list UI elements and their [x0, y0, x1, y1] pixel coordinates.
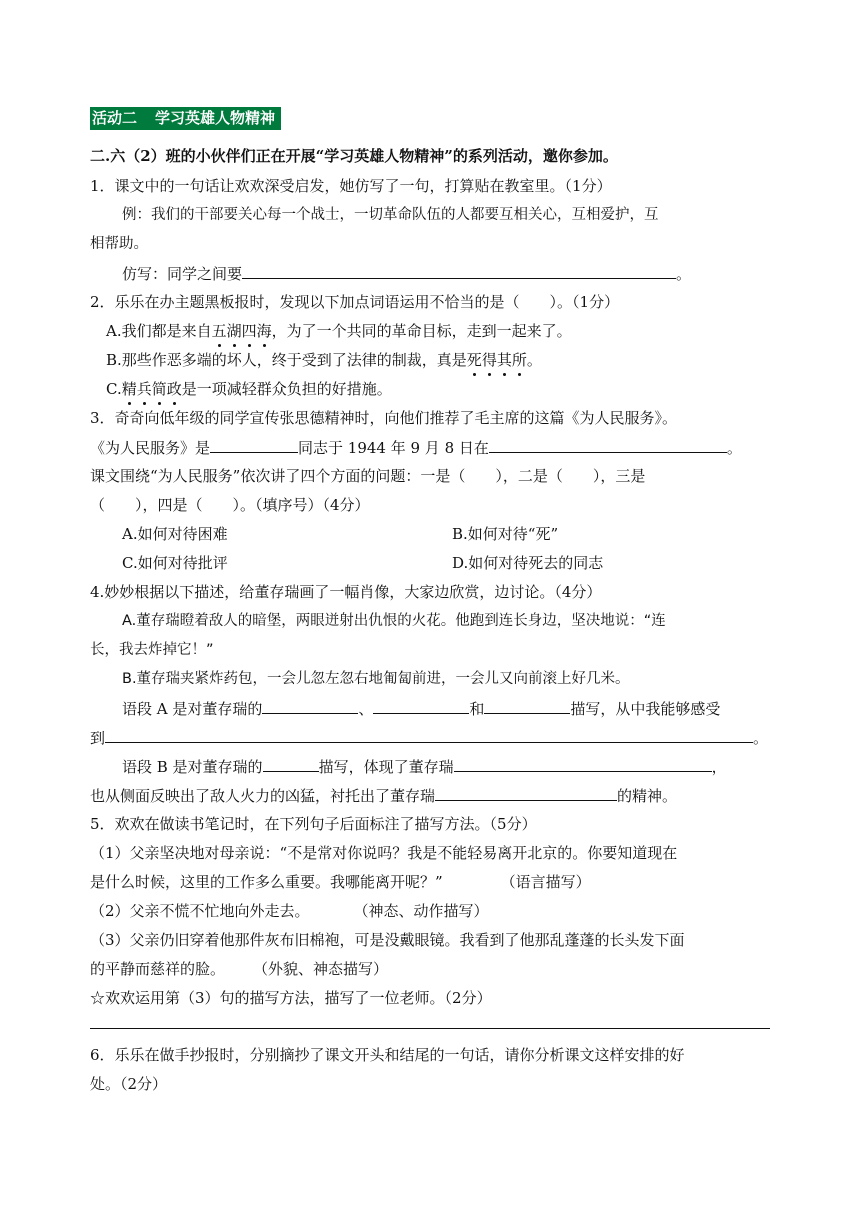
q5-s1-note: （语言描写）	[500, 873, 591, 891]
dotted-char: 得	[481, 351, 497, 369]
q1-answer-blank[interactable]	[242, 263, 676, 279]
q1-imitate-line	[122, 263, 691, 284]
q5-s1-line2	[90, 872, 591, 892]
dotted-char: 海	[256, 322, 272, 340]
dotted-char: 湖	[226, 322, 242, 340]
q4-s2-a: 到	[90, 729, 106, 747]
dotted-char: 简	[151, 380, 167, 398]
q5-s1-text: 是什么时候，这里的工作多么重要。我哪能离开呢？”	[90, 873, 443, 891]
q4-blank-6[interactable]	[454, 756, 712, 772]
q3-option-a: A.如何对待困难	[122, 525, 228, 543]
q3-line2-c: 。	[726, 439, 742, 457]
q4-s1-b: 、	[358, 700, 374, 718]
dotted-char: 兵	[136, 380, 152, 398]
q4-s1-d: 描写，从中我能够感受	[570, 700, 721, 718]
q4-stem: 4.妙妙根据以下描述，给董存瑞画了一幅肖像，大家边欣赏，边讨论。（4分）	[90, 583, 602, 601]
q2-b-prefix: B.那些作恶多端的坏人，终于受到了法律的制裁，真是	[106, 351, 467, 369]
q3-line1: 3．奇奇向低年级的同学宣传张思德精神时，向他们推荐了毛主席的这篇《为人民服务》。	[90, 409, 678, 427]
q4-s4-a: 也从侧面反映出了敌人火力的凶猛，衬托出了董存瑞	[90, 787, 436, 805]
q3-line2-b: 同志于 1944 年 9 月 8 日在	[298, 439, 489, 457]
q4-blank-2[interactable]	[373, 698, 469, 714]
q5-s2-note: （神态、动作描写）	[353, 902, 489, 920]
q2-option-c	[106, 379, 392, 399]
q4-blank-4[interactable]	[105, 727, 753, 743]
q4-blank-1[interactable]	[262, 698, 358, 714]
q2-option-b	[106, 350, 542, 370]
q2-stem: 2．乐乐在办主题黑板报时，发现以下加点词语运用不恰当的是（ ）。（1分）	[90, 293, 620, 311]
q5-stem: 5．欢欢在做读书笔记时，在下列句子后面标注了描写方法。（5分）	[90, 815, 537, 833]
dotted-char: 四	[241, 322, 257, 340]
q2-a-prefix: A.我们都是来自	[106, 322, 212, 340]
q4-s4-b: 的精神。	[617, 787, 678, 805]
q3-line3: 课文围绕“为人民服务”依次讲了四个方面的问题：一是（ ），二是（ ），三是	[90, 467, 646, 485]
q5-answer-line[interactable]	[90, 1028, 770, 1029]
q6-line2: 处。（2分）	[90, 1075, 168, 1093]
dotted-char: 精	[121, 380, 137, 398]
q1-imitate-prefix: 仿写：同学之间要	[122, 265, 243, 283]
q1-example-line1: 例：我们的干部要关心每一个战士，一切革命队伍的人都要互相关心，互相爱护，互	[122, 207, 659, 223]
q3-occasion-blank[interactable]	[489, 437, 727, 453]
q3-option-d: D.如何对待死去的同志	[452, 554, 604, 572]
q5-task: ☆欢欢运用第（3）句的描写方法，描写了一位老师。（2分）	[90, 989, 492, 1007]
dotted-char: 所	[511, 351, 527, 369]
q4-s3-c: ，	[711, 758, 727, 776]
q5-s1-line1: （1）父亲坚决地对母亲说：“不是常对你说吗？我是不能轻易离开北京的。你要知道现在	[90, 844, 678, 862]
dotted-char: 政	[166, 380, 182, 398]
dotted-char: 五	[211, 322, 227, 340]
q3-option-b: B.如何对待“死”	[452, 525, 559, 543]
dotted-char: 死	[466, 351, 482, 369]
q4-sentence2	[90, 727, 768, 748]
q4-s1-a: 语段 A 是对董存瑞的	[122, 700, 263, 718]
activity-number: 活动二	[92, 109, 138, 127]
q1-imitate-suffix: 。	[676, 265, 692, 283]
q4-blank-3[interactable]	[484, 698, 570, 714]
q5-s3-line1: （3）父亲仍旧穿着他那件灰布旧棉袍，可是没戴眼镜。我看到了他那乱蓬蓬的长头发下面	[90, 931, 685, 949]
q4-passage-b: B.董存瑞夹紧炸药包，一会儿忽左忽右地匍匐前进，一会儿又向前滚上好几米。	[122, 671, 630, 687]
q4-s3-b: 描写，体现了董存瑞	[318, 758, 454, 776]
q3-line2-a: 《为人民服务》是	[90, 439, 211, 457]
q5-s2-line	[90, 901, 489, 921]
q3-line2	[90, 437, 742, 458]
q4-blank-7[interactable]	[435, 785, 617, 801]
activity-banner	[90, 107, 281, 130]
activity-title: 学习英雄人物精神	[155, 109, 276, 127]
q2-c-prefix: C.	[106, 380, 122, 398]
q4-passage-a-line1: A.董存瑞瞪着敌人的暗堡，两眼迸射出仇恨的火花。他跑到连长身边，坚决地说：“连	[122, 613, 666, 629]
q5-s3-line2	[90, 959, 388, 979]
q3-option-c: C.如何对待批评	[122, 554, 228, 572]
q4-passage-a-line2: 长，我去炸掉它！”	[90, 642, 214, 658]
q4-s2-b: 。	[753, 729, 769, 747]
q4-sentence3	[122, 756, 727, 777]
dotted-char: 其	[496, 351, 512, 369]
q2-option-a	[106, 321, 572, 341]
q6-line1: 6．乐乐在做手抄报时，分别摘抄了课文开头和结尾的一句话，请你分析课文这样安排的好	[90, 1046, 685, 1064]
q4-s3-a: 语段 B 是对董存瑞的	[122, 758, 263, 776]
q5-s3-note: （外貌、神态描写）	[253, 960, 389, 978]
q1-stem: 1．课文中的一句话让欢欢深受启发，她仿写了一句，打算贴在教室里。（1分）	[90, 177, 612, 195]
q2-a-suffix: ，为了一个共同的革命目标，走到一起来了。	[271, 322, 572, 340]
q2-c-suffix: 是一项减轻群众负担的好措施。	[181, 380, 392, 398]
q4-sentence1	[122, 698, 720, 719]
q2-b-suffix: 。	[526, 351, 542, 369]
q3-author-blank[interactable]	[210, 437, 298, 453]
q3-line4: （ ），四是（ ）。（填序号）（4分）	[90, 496, 370, 514]
q5-s3-text: 的平静而慈祥的脸。	[90, 960, 226, 978]
q1-example-line2: 相帮助。	[90, 236, 148, 252]
section-title: 二.六（2）班的小伙伴们正在开展“学习英雄人物精神”的系列活动，邀你参加。	[90, 147, 618, 165]
q4-blank-5[interactable]	[263, 756, 319, 772]
q4-s1-c: 和	[469, 700, 485, 718]
q5-s2-text: （2）父亲不慌不忙地向外走去。	[90, 902, 310, 920]
q4-sentence4	[90, 785, 677, 806]
